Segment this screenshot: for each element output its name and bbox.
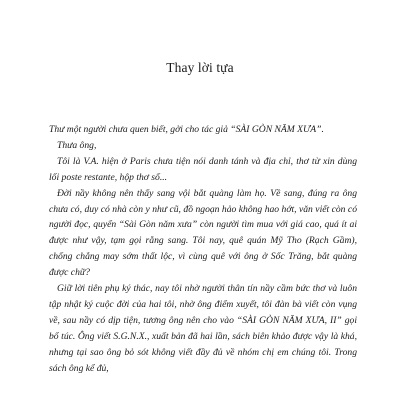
body-text bbox=[49, 122, 357, 377]
paragraph-3: Tôi là V.A. hiện ở Paris chưa tiện nói danh tánh và địa chỉ, thơ từ xin dùng lối poste restante, hộp thơ số... bbox=[49, 155, 357, 183]
paragraph-5: Giữ lời tiên phụ ký thác, nay tôi nhờ người thân tín nầy cầm bức thơ và luôn tập nhật ký cuộc đời của hai tôi, nhờ ông điểm xuyết, tôi đàn bà viết còn vụng về, sau nầy có dịp tiện, tương ông nên cho vào “SÀI GÒN NĂM XƯA, II” gọi bổ túc. Ông viết S.G.N.X., xuất bản đã hai lần, sách biên khảo được vậy là khá, nhưng tại sao ông bỏ sót không viết đầy đủ về nhóm chị em chúng tôi. Trong sách ông kể đủ, bbox=[49, 283, 357, 374]
paragraph-4: Đời nầy không nên thấy sang vội bắt quàng làm họ. Về sang, đúng ra ông chưa có, duy có nhà còn y như cũ, đồ ngoạn hảo không hao hớt, văn viết còn có người đọc, quyển “Sài Gòn năm xưa” còn người tìm mua với giá cao, quá ít ai được như vậy, tạm gọi rằng sang. Tôi nay, quê quán Mỹ Tho (Rạch Gầm), chống chẳng may sớm thất lộc, vì cùng quê với ông ở Sốc Trăng, bắt quàng được chữ? bbox=[49, 187, 357, 279]
chapter-title: Thay lời tựa bbox=[166, 60, 234, 75]
paragraph-1: Thư một người chưa quen biết, gởi cho tác giả “SÀI GÒN NĂM XƯA”. bbox=[49, 124, 324, 135]
paragraph-2: Thưa ông, bbox=[57, 139, 97, 151]
